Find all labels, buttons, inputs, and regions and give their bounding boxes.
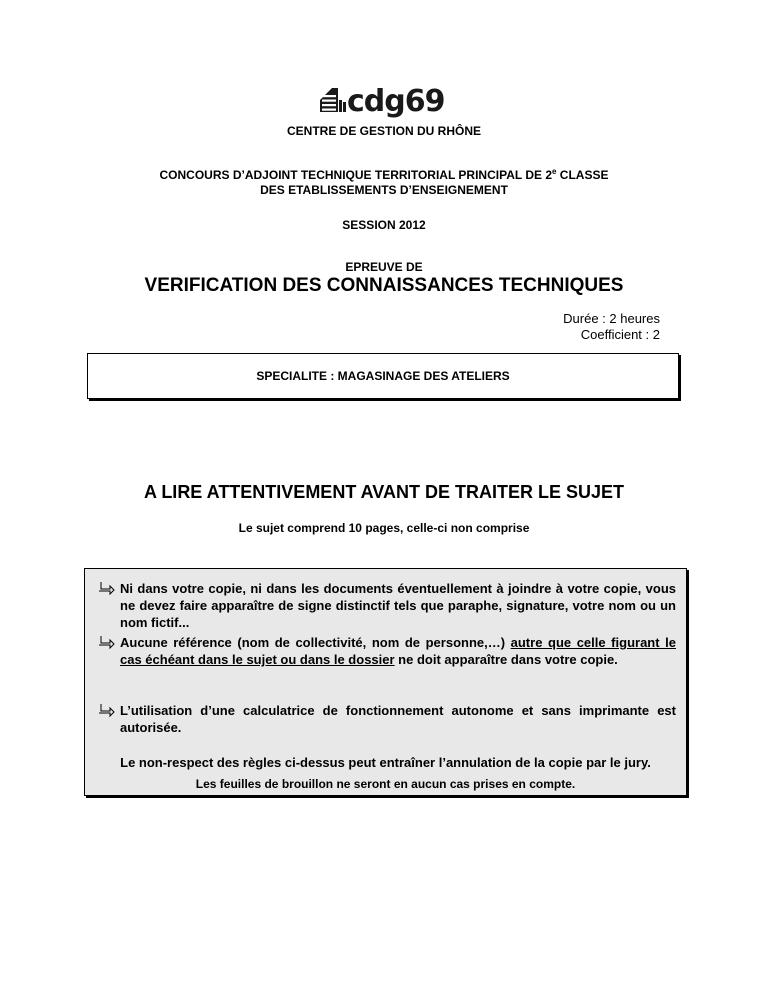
- draft-notice: Les feuilles de brouillon ne seront en aucun cas prises en compte.: [195, 777, 576, 791]
- rule-text-part: Aucune référence (nom de collectivité, nom de personne,…): [120, 635, 511, 650]
- rule-text: Ni dans votre copie, ni dans les documents éventuellement à joindre à votre copie, vous ne devez faire apparaître de signe distinctif tels que paraphe, signature, votre nom ou un nom fictif...: [120, 581, 676, 630]
- cdg69-logo: [318, 82, 450, 120]
- concours-title: [0, 168, 768, 198]
- building-logo-icon: [318, 82, 450, 120]
- concours-line-1-text: CONCOURS D’ADJOINT TECHNIQUE TERRITORIAL PRINCIPAL DE 2: [159, 168, 552, 182]
- exam-meta: [563, 311, 660, 343]
- rules-warning: Le non-respect des règles ci-dessus peut entraîner l’annulation de la copie par le jury.: [120, 755, 651, 770]
- page-count-note: Le sujet comprend 10 pages, celle-ci non comprise: [238, 521, 530, 535]
- logo-text: cdg69: [347, 84, 445, 119]
- right-arrow-icon: [98, 634, 116, 651]
- rule-text-part: ne doit apparaître dans votre copie.: [394, 652, 618, 667]
- concours-line-2: DES ETABLISSEMENTS D’ENSEIGNEMENT: [260, 183, 508, 197]
- right-arrow-icon: [98, 702, 116, 719]
- rule-text: L’utilisation d’une calculatrice de fonctionnement autonome et sans imprimante est autorisée.: [120, 703, 676, 735]
- organization-name: CENTRE DE GESTION DU RHÔNE: [286, 124, 481, 138]
- rules-box: [84, 568, 687, 796]
- instructions-title: A LIRE ATTENTIVEMENT AVANT DE TRAITER LE SUJET: [143, 482, 624, 502]
- coefficient: Coefficient : 2: [580, 327, 660, 342]
- concours-line-1: [0, 168, 768, 183]
- epreuve-label: EPREUVE DE: [345, 260, 423, 274]
- rule-text: [120, 634, 676, 668]
- rule-text-underlined: autre que celle figurant le cas échéant dans le sujet ou dans le dossier: [120, 635, 676, 667]
- session-year: SESSION 2012: [342, 218, 426, 232]
- right-arrow-icon: [98, 580, 116, 597]
- specialite-text: SPECIALITE : MAGASINAGE DES ATELIERS: [256, 369, 510, 383]
- duration: Durée : 2 heures: [563, 311, 660, 326]
- concours-line-1-end: CLASSE: [556, 168, 609, 182]
- specialite-box: [87, 353, 679, 399]
- ordinal-suffix: e: [552, 167, 557, 176]
- epreuve-title: VERIFICATION DES CONNAISSANCES TECHNIQUES: [144, 275, 624, 296]
